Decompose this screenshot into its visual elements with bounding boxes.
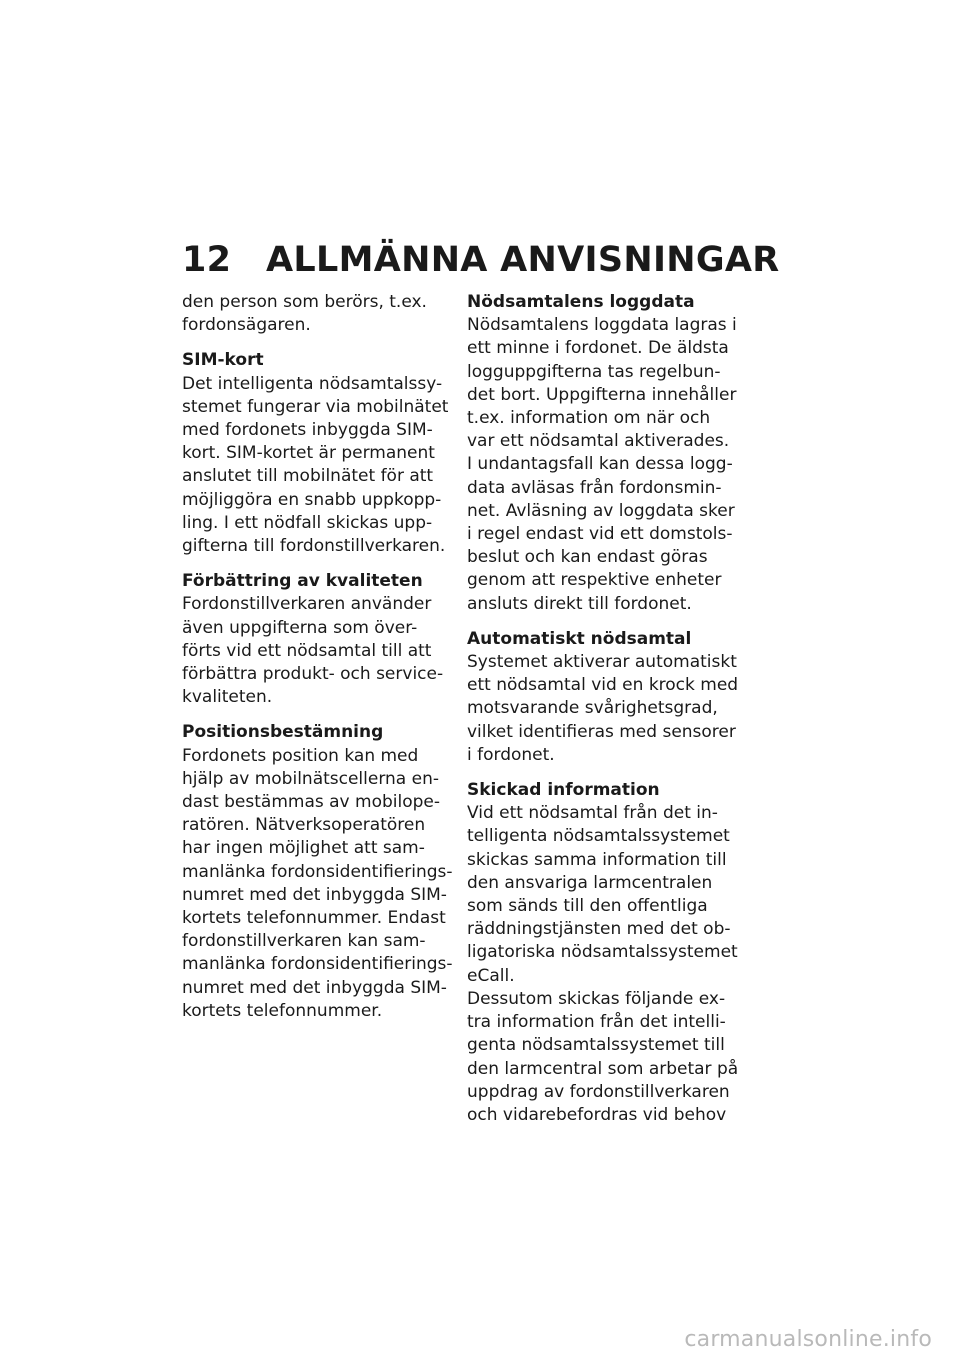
text-line: stemet fungerar via mobilnätet: [182, 396, 449, 417]
text-line: uppdrag av fordonstillverkaren: [467, 1081, 730, 1102]
watermark: carmanualsonline.info: [684, 1327, 932, 1352]
text-line: förbättra produkt- och service-: [182, 664, 444, 685]
text-line: fordonsägaren.: [182, 315, 311, 336]
section: [182, 721, 453, 1023]
text-line: tra information från det intelli-: [467, 1012, 726, 1033]
text-line: ligatoriska nödsamtalssystemet: [467, 942, 738, 963]
text-line: kortets telefonnummer. Endast: [182, 908, 446, 929]
section: [467, 291, 739, 616]
text-line: räddningstjänsten med det ob-: [467, 919, 731, 940]
text-line: hjälp av mobilnätscellerna en-: [182, 768, 439, 789]
right-column: [467, 291, 739, 1139]
chapter-header: [182, 240, 780, 280]
text-line: det bort. Uppgifterna innehåller: [467, 384, 737, 405]
text-line: och vidarebefordras vid behov: [467, 1104, 727, 1125]
chapter-number: 12: [182, 240, 232, 280]
section: [182, 291, 450, 337]
text-line: numret med det inbyggda SIM-: [182, 884, 447, 905]
text-line: Fordonets position kan med: [182, 745, 419, 766]
text-line: dast bestämmas av mobilope-: [182, 792, 440, 813]
text-line: i fordonet.: [467, 744, 555, 765]
text-line: Vid ett nödsamtal från det in-: [467, 803, 718, 824]
text-line: som sänds till den offentliga: [467, 896, 708, 917]
section-heading: Skickad information: [467, 780, 660, 801]
left-column: [182, 291, 453, 1035]
section-heading: SIM-kort: [182, 350, 264, 371]
text-line: den person som berörs, t.ex.: [182, 292, 427, 312]
section-heading: Nödsamtalens loggdata: [467, 292, 695, 312]
text-line: eCall.: [467, 965, 515, 986]
section: [182, 349, 450, 558]
text-line: möjliggöra en snabb uppkopp-: [182, 489, 442, 510]
text-line: ansluts direkt till fordonet.: [467, 593, 692, 614]
text-line: har ingen möjlighet att sam-: [182, 838, 425, 859]
text-line: logguppgifterna tas regelbun-: [467, 361, 721, 382]
text-line: skickas samma information till: [467, 849, 727, 870]
text-line: t.ex. information om när och: [467, 408, 711, 429]
text-line: genta nödsamtalssystemet till: [467, 1035, 725, 1056]
text-line: numret med det inbyggda SIM-: [182, 977, 447, 998]
text-line: kvaliteten.: [182, 687, 273, 708]
section: [467, 628, 739, 767]
text-line: genom att respektive enheter: [467, 570, 722, 591]
text-line: ett minne i fordonet. De äldsta: [467, 338, 729, 359]
section-heading: Förbättring av kvaliteten: [182, 571, 423, 592]
text-line: fordonstillverkaren kan sam-: [182, 931, 426, 952]
text-line: kortets telefonnummer.: [182, 1000, 383, 1021]
text-line: den ansvariga larmcentralen: [467, 872, 713, 893]
text-line: motsvarande svårighetsgrad,: [467, 698, 718, 719]
text-line: vilket identifieras med sensorer: [467, 721, 736, 742]
text-line: ett nödsamtal vid en krock med: [467, 675, 739, 696]
text-line: Fordonstillverkaren använder: [182, 594, 432, 615]
section-heading: Positionsbestämning: [182, 722, 384, 743]
text-line: manlänka fordonsidentifierings-: [182, 954, 453, 975]
text-line: I undantagsfall kan dessa logg-: [467, 454, 733, 475]
text-line: gifterna till fordonstillverkaren.: [182, 536, 446, 557]
text-line: den larmcentral som arbetar på: [467, 1058, 739, 1079]
text-line: anslutet till mobilnätet för att: [182, 466, 434, 487]
text-line: manlänka fordonsidentifierings-: [182, 861, 453, 882]
text-line: förts vid ett nödsamtal till att: [182, 640, 432, 661]
chapter-title: ALLMÄNNA ANVISNINGAR: [266, 240, 780, 280]
text-line: Nödsamtalens loggdata lagras i: [467, 315, 737, 336]
text-line: ling. I ett nödfall skickas upp-: [182, 512, 433, 533]
text-line: kort. SIM-kortet är permanent: [182, 443, 435, 464]
text-line: i regel endast vid ett domstols-: [467, 524, 733, 545]
text-line: data avläsas från fordonsmin-: [467, 477, 722, 498]
text-line: net. Avläsning av loggdata sker: [467, 500, 735, 521]
text-line: med fordonets inbyggda SIM-: [182, 420, 433, 441]
text-line: ratören. Nätverksoperatören: [182, 815, 426, 836]
section: [182, 570, 450, 709]
section: [467, 779, 739, 1127]
text-line: var ett nödsamtal aktiverades.: [467, 431, 730, 452]
text-line: även uppgifterna som över-: [182, 617, 418, 638]
section-heading: Automatiskt nödsamtal: [467, 628, 692, 649]
text-line: Systemet aktiverar automatiskt: [467, 652, 737, 673]
text-line: Dessutom skickas följande ex-: [467, 988, 726, 1009]
text-line: beslut och kan endast göras: [467, 547, 708, 568]
text-line: telligenta nödsamtalssystemet: [467, 826, 730, 847]
text-line: Det intelligenta nödsamtalssy-: [182, 373, 443, 394]
